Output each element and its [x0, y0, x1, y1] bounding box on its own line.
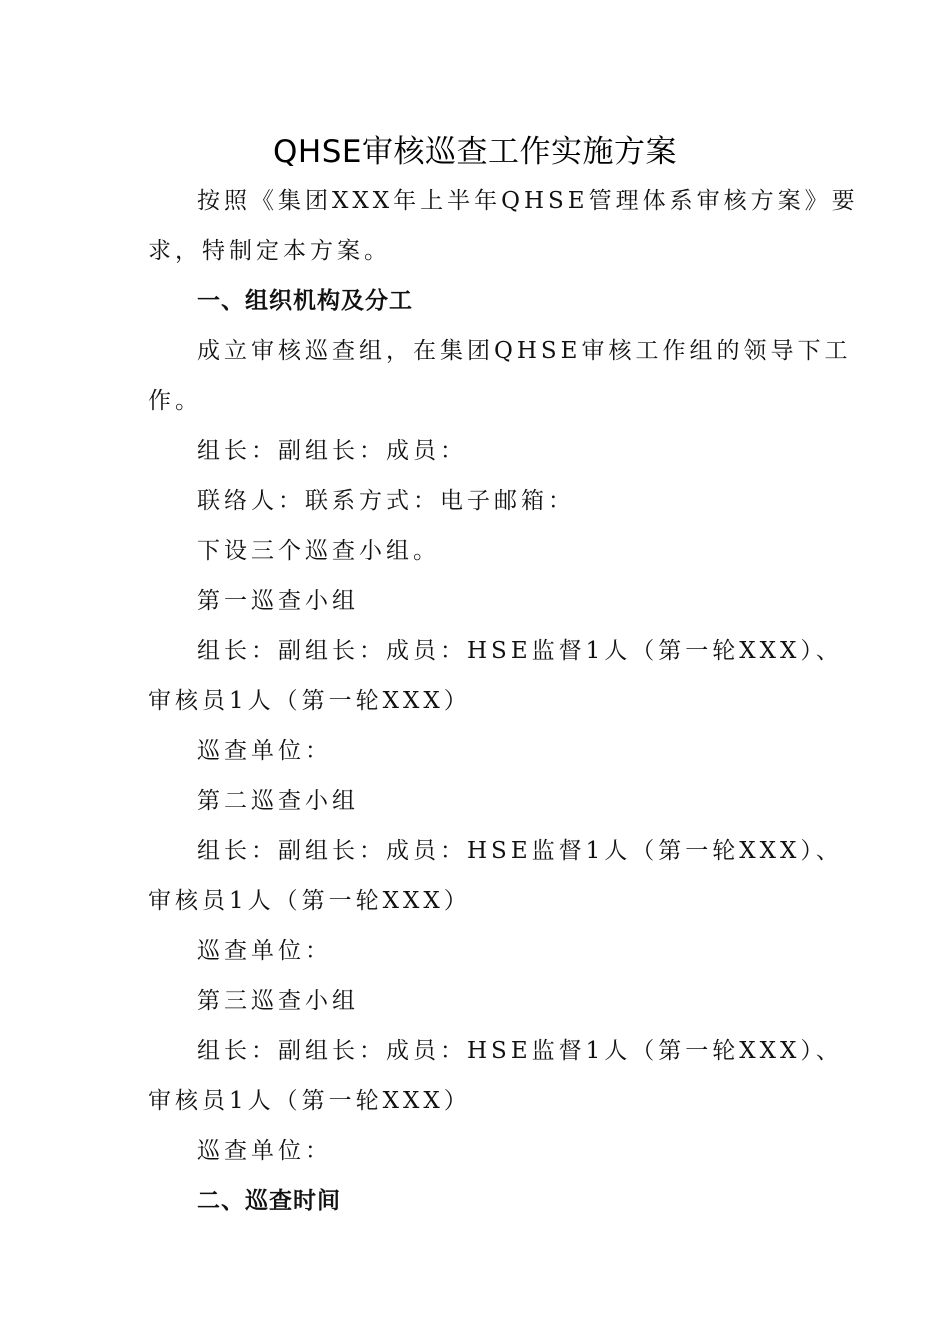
group-3-name: 第三巡查小组 — [197, 988, 359, 1014]
group-3-units: 巡查单位： — [197, 1138, 332, 1164]
leaders-line: 组长：副组长：成员： — [197, 438, 467, 464]
group-3-members-line-1: 组长：副组长：成员：HSE监督1人（第一轮XXX）、 — [197, 1038, 843, 1064]
section-1-para-line-1: 成立审核巡查组，在集团QHSE审核工作组的领导下工 — [197, 338, 852, 364]
group-2-members-line-2: 审核员1人（第一轮XXX） — [148, 888, 471, 914]
group-1-members-line-1: 组长：副组长：成员：HSE监督1人（第一轮XXX）、 — [197, 638, 843, 664]
group-2-units: 巡查单位： — [197, 938, 332, 964]
section-1-para-line-2: 作。 — [148, 388, 202, 414]
group-2-name: 第二巡查小组 — [197, 788, 359, 814]
group-1-name: 第一巡查小组 — [197, 588, 359, 614]
section-2-heading: 二、巡查时间 — [197, 1188, 341, 1214]
contact-line: 联络人：联系方式：电子邮箱： — [197, 488, 575, 514]
group-1-units: 巡查单位： — [197, 738, 332, 764]
document-title: QHSE审核巡查工作实施方案 — [273, 134, 677, 170]
group-3-members-line-2: 审核员1人（第一轮XXX） — [148, 1088, 471, 1114]
subgroups-intro: 下设三个巡查小组。 — [197, 538, 440, 564]
section-1-heading: 一、组织机构及分工 — [197, 288, 413, 314]
group-1-members-line-2: 审核员1人（第一轮XXX） — [148, 688, 471, 714]
group-2-members-line-1: 组长：副组长：成员：HSE监督1人（第一轮XXX）、 — [197, 838, 843, 864]
intro-line-2: 求，特制定本方案。 — [148, 238, 391, 264]
intro-line-1: 按照《集团XXX年上半年QHSE管理体系审核方案》要 — [197, 188, 859, 214]
